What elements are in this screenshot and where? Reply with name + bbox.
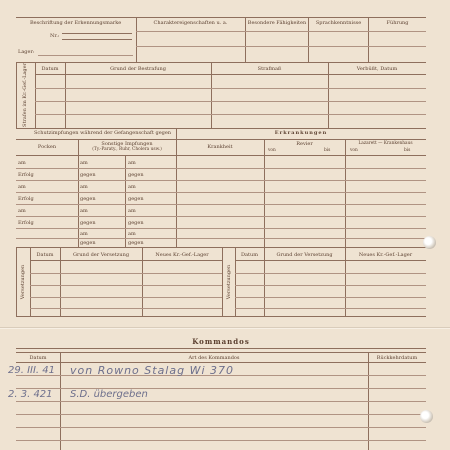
pocken-row-1: am xyxy=(18,160,26,166)
strafen-date-header: Datum xyxy=(41,66,59,72)
strafen-reason-header: Grund der Bestrafung xyxy=(110,66,166,72)
transfer-camp-header-left: Neues Kr.-Gef.-Lager xyxy=(155,252,209,258)
am-3: am xyxy=(80,184,88,190)
lazarett-header: Lazarett — Krankenhaus xyxy=(358,141,413,146)
revier-to: bis xyxy=(324,148,331,153)
transfer-date-header-left: Datum xyxy=(36,252,54,258)
pocken-row-5: am xyxy=(18,208,26,214)
transfer-camp-header-right: Neues Kr.-Gef.-Lager xyxy=(358,252,413,258)
am-6: am xyxy=(128,208,136,214)
pocken-row-3: am xyxy=(18,184,26,190)
lazarett-to: bis xyxy=(404,148,411,153)
conduct-header: Führung xyxy=(386,20,409,26)
am-7: am xyxy=(80,231,88,237)
other-vacc-header: Sonstige Impfungen xyxy=(101,141,153,147)
illness-col-header: Krankheit xyxy=(207,144,233,150)
pocken-row-2: Erfolg xyxy=(18,172,34,178)
kommando-entry-1-type: von Rowno Stalag Wi 370 xyxy=(70,364,235,377)
gegen-6: gegen xyxy=(128,220,144,226)
tag-label: Beschriftung der Erkennungsmarke xyxy=(30,20,122,26)
kommando-entry-2-date: 2. 3. 421 xyxy=(8,389,53,400)
languages-header: Sprachkenntnisse xyxy=(315,20,362,26)
other-vacc-subheader: (Ty.-Paraty., Ruhr, Cholera usw.) xyxy=(92,147,162,152)
strafen-side-label: Strafen im Kr.-Gef.-Lager xyxy=(22,63,28,127)
character-header: Charaktereigenschaften u. a. xyxy=(153,20,228,26)
fold-line xyxy=(0,327,450,328)
gegen-1: gegen xyxy=(80,172,96,178)
lager-label: Lager: xyxy=(18,49,35,55)
revier-from: von xyxy=(268,148,276,153)
am-8: am xyxy=(128,231,136,237)
transfer-reason-header-left: Grund der Versetzung xyxy=(72,252,130,258)
strafen-served-header: Verbüßt, Datum xyxy=(356,66,398,72)
gegen-7: gegen xyxy=(80,240,96,246)
transfer-side-label-right: Versetzungen xyxy=(226,264,232,300)
punch-hole-lower xyxy=(420,410,433,423)
pocken-row-6: Erfolg xyxy=(18,220,34,226)
skills-header: Besondere Fähigkeiten xyxy=(247,20,307,26)
gegen-3: gegen xyxy=(80,196,96,202)
strafen-measure-header: Strafmaß xyxy=(257,66,282,72)
gegen-4: gegen xyxy=(128,196,144,202)
am-2: am xyxy=(128,160,136,166)
kommandos-title: Kommandos xyxy=(192,337,250,346)
nr-label: Nr.: xyxy=(50,33,60,39)
lazarett-from: von xyxy=(350,148,358,153)
am-5: am xyxy=(80,208,88,214)
transfer-reason-header-right: Grund der Versetzung xyxy=(276,252,333,258)
kommando-entry-2-type: S.D. übergeben xyxy=(70,389,148,400)
nr-field xyxy=(62,33,132,40)
illness-header: Erkrankungen xyxy=(274,130,328,136)
punch-hole-upper xyxy=(423,236,436,249)
am-1: am xyxy=(80,160,88,166)
gegen-5: gegen xyxy=(80,220,96,226)
pocken-header: Pocken xyxy=(37,144,57,150)
kommando-type-header: Art des Kommandos xyxy=(188,355,240,361)
kommando-return-header: Rückkehrdatum xyxy=(376,355,418,361)
revier-header: Revier xyxy=(296,141,313,147)
am-4: am xyxy=(128,184,136,190)
gegen-2: gegen xyxy=(128,172,144,178)
transfer-date-header-right: Datum xyxy=(241,252,258,258)
pocken-row-4: Erfolg xyxy=(18,196,34,202)
vaccination-header: Schutzimpfungen während der Gefangenschaft gegen xyxy=(34,130,172,136)
gegen-8: gegen xyxy=(128,240,144,246)
kommando-date-header: Datum xyxy=(29,355,47,361)
kommando-entry-1-date: 29. III. 41 xyxy=(8,365,56,376)
transfer-side-label-left: Versetzungen xyxy=(20,264,26,300)
